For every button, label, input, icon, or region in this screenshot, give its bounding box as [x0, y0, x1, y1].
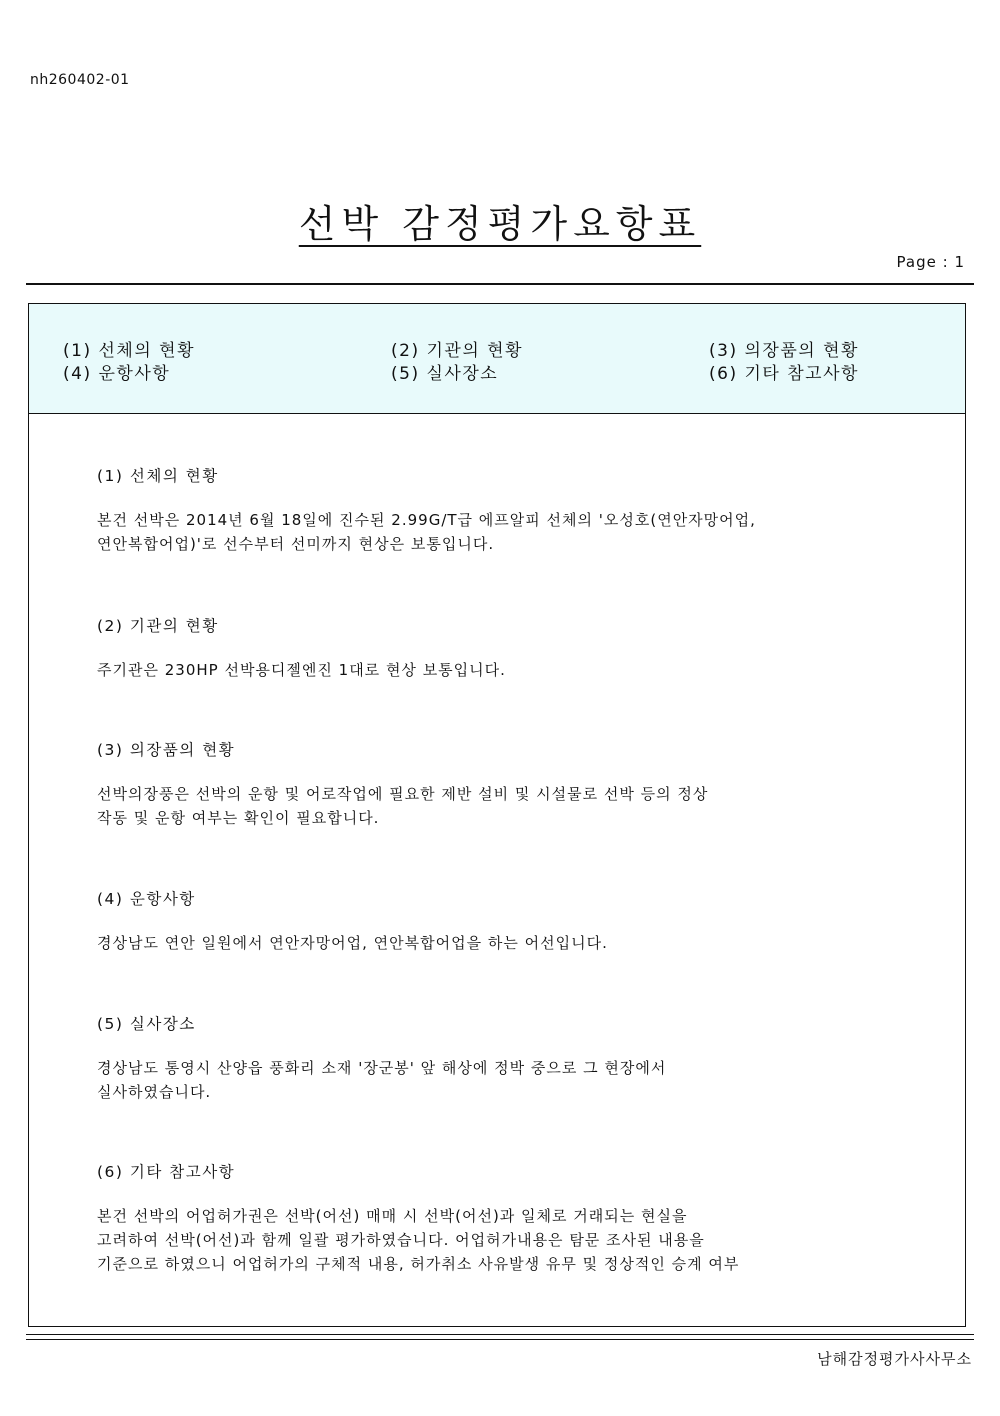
toc-item-hull: (1) 선체의 현황 — [63, 341, 195, 361]
section-inspection-site — [97, 1012, 917, 1104]
office-name: 남해감정평가사사무소 — [817, 1350, 972, 1368]
footer-divider — [26, 1334, 974, 1335]
section-title: (6) 기타 참고사항 — [97, 1163, 236, 1181]
content-frame — [28, 303, 966, 1327]
toc-item-operation: (4) 운항사항 — [63, 364, 171, 384]
toc-item-engine: (2) 기관의 현황 — [391, 341, 523, 361]
section-body — [97, 508, 917, 556]
section-body — [97, 782, 917, 830]
section-body — [97, 1204, 917, 1276]
body-line: 경상남도 통영시 산양읍 풍화리 소재 '장군봉' 앞 해상에 정박 중으로 그 현장에서 — [97, 1059, 667, 1077]
body-line: 실사하였습니다. — [97, 1083, 212, 1101]
toc-item-inspection-site: (5) 실사장소 — [391, 364, 499, 384]
body-line: 본건 선박의 어업허가권은 선박(어선) 매매 시 선박(어선)과 일체로 거래되는 현실을 — [97, 1207, 688, 1225]
section-title: (3) 의장품의 현황 — [97, 741, 236, 759]
section-title: (2) 기관의 현황 — [97, 617, 219, 635]
toc-item-notes: (6) 기타 참고사항 — [709, 364, 859, 384]
section-notes — [97, 1160, 917, 1276]
section-operation — [97, 887, 917, 955]
section-title: (5) 실사장소 — [97, 1015, 196, 1033]
document-title — [0, 193, 1000, 248]
body-line: 기준으로 하였으니 어업허가의 구체적 내용, 허가취소 사유발생 유무 및 정상적인 승계 여부 — [97, 1255, 740, 1273]
document-title-text: 선박 감정평가요항표 — [298, 202, 702, 247]
toc-item-equipment: (3) 의장품의 현황 — [709, 341, 859, 361]
body-line: 연안복합어업)'로 선수부터 선미까지 현상은 보통입니다. — [97, 535, 495, 553]
section-title: (1) 선체의 현황 — [97, 467, 219, 485]
section-body — [97, 931, 917, 955]
body-line: 작동 및 운항 여부는 확인이 필요합니다. — [97, 809, 380, 827]
body-line: 경상남도 연안 일원에서 연안자망어업, 연안복합어업을 하는 어선입니다. — [97, 934, 608, 952]
table-of-contents — [29, 304, 965, 414]
document-id: nh260402-01 — [30, 72, 130, 88]
body-line: 주기관은 230HP 선박용디젤엔진 1대로 현상 보통입니다. — [97, 661, 506, 679]
section-title: (4) 운항사항 — [97, 890, 196, 908]
header-divider — [26, 283, 974, 285]
page-number: Page : 1 — [896, 253, 965, 271]
footer-divider — [26, 1339, 974, 1340]
section-hull — [97, 464, 917, 556]
section-body — [97, 1056, 917, 1104]
body-line: 본건 선박은 2014년 6월 18일에 진수된 2.99G/T급 에프알피 선체의 '오성호(연안자망어업, — [97, 511, 756, 529]
section-body — [97, 658, 917, 682]
section-equipment — [97, 738, 917, 830]
section-engine — [97, 614, 917, 682]
body-line: 고려하여 선박(어선)과 함께 일괄 평가하였습니다. 어업허가내용은 탐문 조사된 내용을 — [97, 1231, 705, 1249]
body-line: 선박의장풍은 선박의 운항 및 어로작업에 필요한 제반 설비 및 시설물로 선박 등의 정상 — [97, 785, 709, 803]
